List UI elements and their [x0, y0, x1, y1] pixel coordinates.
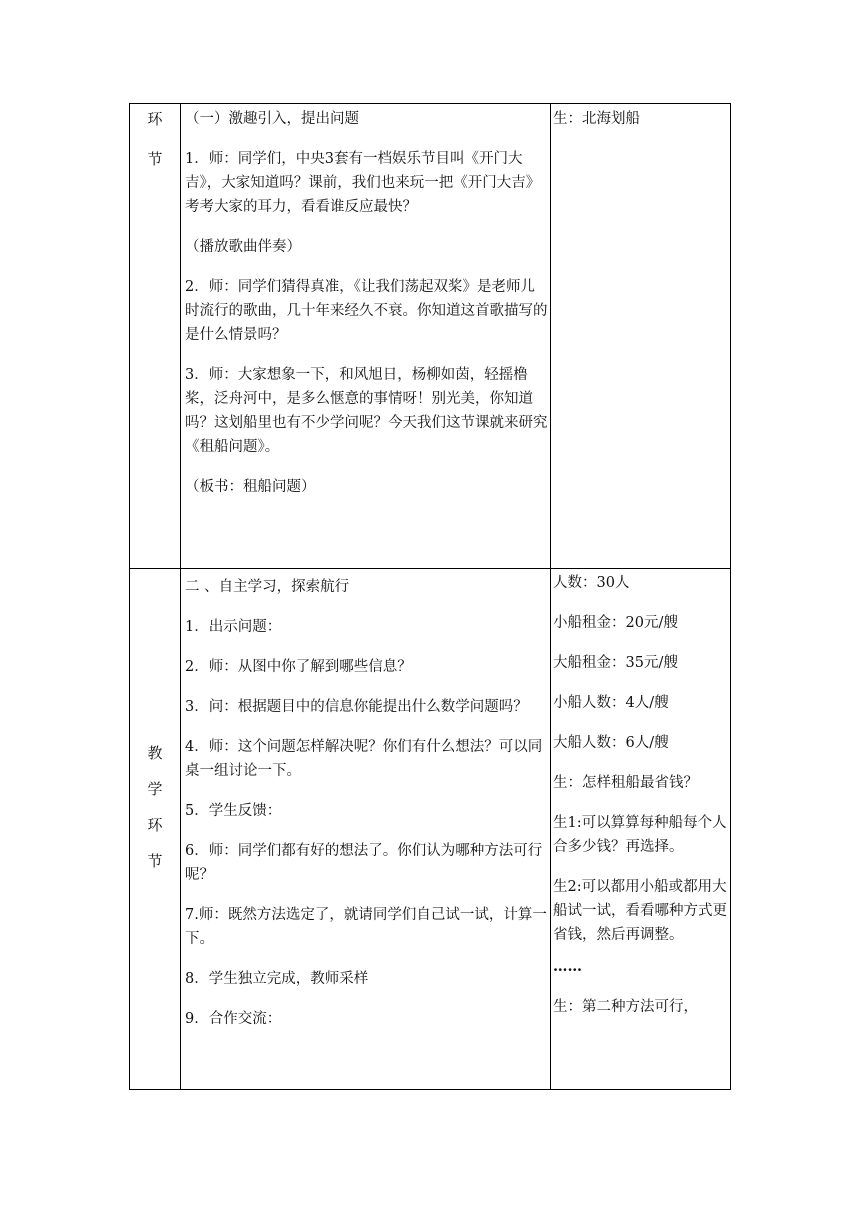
section-heading: 二 、自主学习，探索航行	[185, 579, 350, 595]
student-response: 生：怎样租船最省钱？	[553, 775, 698, 791]
teacher-activity-cell	[181, 569, 551, 1090]
info-line: 小船人数：4人/艘	[553, 695, 669, 711]
paragraph: （播放歌曲伴奏）	[185, 239, 301, 255]
section-label-char: 学	[147, 780, 163, 798]
paragraph: 1．师：同学们，中央3套有一档娱乐节目叫《开门大吉》，大家知道吗？课前，我们也来玩一把《开门大吉》考考大家的耳力，看看谁反应最快？	[185, 151, 541, 215]
info-line: 大船租金：35元/艘	[553, 655, 678, 671]
paragraph: 2．师：从图中你了解到哪些信息？	[185, 659, 412, 675]
section-label-cell	[130, 569, 181, 1090]
paragraph: （板书：租船问题）	[185, 479, 316, 495]
student-response: 生1:可以算算每种船每个人合多少钱？再选择。	[553, 815, 727, 855]
table-row	[130, 104, 731, 569]
student-response: 生：北海划船	[553, 111, 640, 127]
teacher-activity-cell	[181, 104, 551, 569]
section-label-char: 环	[147, 110, 163, 128]
section-label-char: 环	[147, 816, 163, 834]
paragraph: 7.师：既然方法选定了，就请同学们自己试一试，计算一下。	[185, 907, 547, 947]
paragraph: 4．师：这个问题怎样解决呢？你们有什么想法？可以同桌一组讨论一下。	[185, 739, 543, 779]
ellipsis: ……	[553, 958, 582, 975]
paragraph: 2．师：同学们猜得真准，《让我们荡起双桨》是老师儿时流行的歌曲，几十年来经久不衰。你知道这首歌描写的是什么情景吗？	[185, 279, 548, 343]
section-heading: （一）激趣引入，提出问题	[185, 111, 359, 127]
lesson-plan-table	[129, 103, 731, 1090]
paragraph: 6．师：同学们都有好的想法了。你们认为哪种方法可行呢？	[185, 843, 543, 883]
paragraph: 5．学生反馈：	[185, 803, 282, 819]
info-line: 大船人数：6人/艘	[553, 735, 669, 751]
paragraph: 9．合作交流：	[185, 1011, 282, 1027]
section-label-char: 节	[147, 852, 163, 870]
student-response: 生：第二种方法可行，	[553, 999, 698, 1015]
paragraph: 8．学生独立完成，教师采样	[185, 971, 369, 987]
paragraph: 3．师：大家想象一下，和风旭日，杨柳如茵，轻摇橹桨，泛舟河中，是多么惬意的事情呀！别光美，你知道吗？这划船里也有不少学问呢？今天我们这节课就来研究《租船问题》。	[185, 367, 548, 455]
student-activity-cell	[551, 104, 731, 569]
paragraph: 3．问：根据题目中的信息你能提出什么数学问题吗？	[185, 699, 528, 715]
info-line: 人数：30人	[553, 575, 630, 591]
paragraph: 1．出示问题：	[185, 619, 282, 635]
info-line: 小船租金：20元/艘	[553, 615, 678, 631]
student-activity-cell	[551, 569, 731, 1090]
section-label-char: 节	[147, 150, 163, 168]
table-row	[130, 569, 731, 1090]
student-response: 生2:可以都用小船或都用大船试一试，看看哪种方式更省钱，然后再调整。	[553, 879, 727, 943]
section-label-char: 教	[147, 744, 163, 762]
section-label-cell	[130, 104, 181, 569]
